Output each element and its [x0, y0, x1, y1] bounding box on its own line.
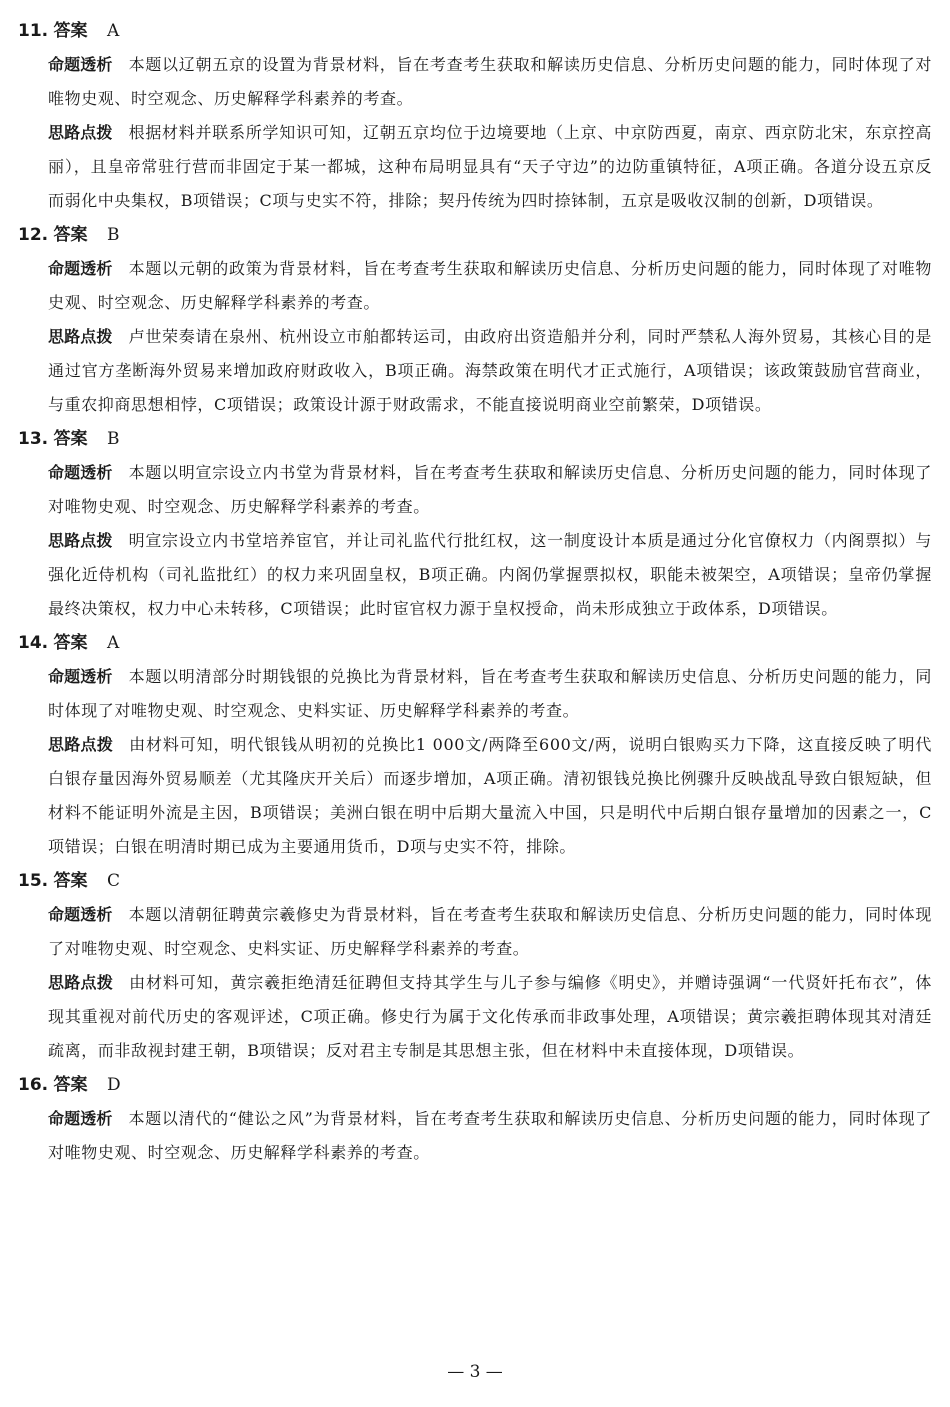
question-number: 12. [18, 225, 49, 245]
question-number: 11. [18, 21, 49, 41]
hint-label: 思路点拨 [48, 735, 114, 754]
answer-label: 答案 [53, 429, 88, 449]
analysis-paragraph [48, 252, 932, 320]
question-14 [18, 626, 932, 864]
hint-text: 由材料可知，明代银钱从明初的兑换比1 000文/两降至600文/两，说明白银购买力下降，这直接反映了明代白银存量因海外贸易顺差（尤其隆庆开关后）而逐步增加，A项正确。清初银钱兑换比例骤升反映战乱导致白银短缺，但材料不能证明外流是主因，B项错误；美洲白银在明中后期大量流入中国，只是明代中后期白银存量增加的因素之一，C项错误；白银在明清时期已成为主要通用货币，D项与史实不符，排除。 [48, 735, 932, 856]
page-number: — 3 — [447, 1362, 503, 1382]
question-header [18, 218, 932, 252]
analysis-label: 命题透析 [48, 463, 113, 482]
hint-label: 思路点拨 [48, 123, 113, 142]
hint-paragraph [48, 966, 932, 1068]
analysis-text: 本题以明宣宗设立内书堂为背景材料，旨在考查考生获取和解读历史信息、分析历史问题的能力，同时体现了对唯物史观、时空观念、历史解释学科素养的考查。 [48, 463, 932, 516]
hint-text: 卢世荣奏请在泉州、杭州设立市舶都转运司，由政府出资造船并分利，同时严禁私人海外贸易，其核心目的是通过官方垄断海外贸易来增加政府财政收入，B项正确。海禁政策在明代才正式施行，A项错误；该政策鼓励官营商业，与重农抑商思想相悖，C项错误；政策设计源于财政需求，不能直接说明商业空前繁荣，D项错误。 [48, 327, 932, 414]
answer-value: B [106, 225, 120, 245]
analysis-label: 命题透析 [48, 905, 113, 924]
hint-text: 明宣宗设立内书堂培养宦官，并让司礼监代行批红权，这一制度设计本质是通过分化官僚权力（内阁票拟）与强化近侍机构（司礼监批红）的权力来巩固皇权，B项正确。内阁仍掌握票拟权，职能未被架空，A项错误；皇帝仍掌握最终决策权，权力中心未转移，C项错误；此时宦官权力源于皇权授命，尚未形成独立于政体系，D项错误。 [48, 531, 932, 618]
hint-label: 思路点拨 [48, 973, 114, 992]
answer-key-content [18, 14, 932, 1170]
hint-text: 由材料可知，黄宗羲拒绝清廷征聘但支持其学生与儿子参与编修《明史》，并赠诗强调“一代贤奸托布衣”，体现其重视对前代历史的客观评述，C项正确。修史行为属于文化传承而非政事处理，A项错误；黄宗羲拒聘体现其对清廷疏离，而非敌视封建王朝，B项错误；反对君主专制是其思想主张，但在材料中未直接体现，D项错误。 [48, 973, 932, 1060]
question-header [18, 626, 932, 660]
question-header [18, 864, 932, 898]
answer-value: A [106, 633, 120, 653]
hint-label: 思路点拨 [48, 531, 113, 550]
question-header [18, 1068, 932, 1102]
answer-value: A [106, 21, 120, 41]
question-header [18, 14, 932, 48]
answer-value: D [106, 1075, 121, 1095]
question-15 [18, 864, 932, 1068]
question-header [18, 422, 932, 456]
answer-label: 答案 [53, 225, 88, 245]
analysis-paragraph [48, 1102, 932, 1170]
analysis-text: 本题以元朝的政策为背景材料，旨在考查考生获取和解读历史信息、分析历史问题的能力，同时体现了对唯物史观、时空观念、历史解释学科素养的考查。 [48, 259, 932, 312]
analysis-text: 本题以辽朝五京的设置为背景材料，旨在考查考生获取和解读历史信息、分析历史问题的能力，同时体现了对唯物史观、时空观念、历史解释学科素养的考查。 [48, 55, 932, 108]
analysis-paragraph [48, 898, 932, 966]
analysis-text: 本题以明清部分时期钱银的兑换比为背景材料，旨在考查考生获取和解读历史信息、分析历史问题的能力，同时体现了对唯物史观、时空观念、史料实证、历史解释学科素养的考查。 [48, 667, 932, 720]
question-number: 13. [18, 429, 49, 449]
hint-paragraph [48, 524, 932, 626]
analysis-label: 命题透析 [48, 1109, 113, 1128]
hint-paragraph [48, 116, 932, 218]
question-number: 16. [18, 1075, 49, 1095]
analysis-paragraph [48, 48, 932, 116]
answer-value: C [106, 871, 120, 891]
analysis-label: 命题透析 [48, 259, 113, 278]
question-11 [18, 14, 932, 218]
answer-label: 答案 [53, 1075, 88, 1095]
question-16 [18, 1068, 932, 1170]
answer-label: 答案 [53, 871, 88, 891]
question-13 [18, 422, 932, 626]
analysis-text: 本题以清朝征聘黄宗羲修史为背景材料，旨在考查考生获取和解读历史信息、分析历史问题的能力，同时体现了对唯物史观、时空观念、史料实证、历史解释学科素养的考查。 [48, 905, 932, 958]
question-12 [18, 218, 932, 422]
question-number: 15. [18, 871, 49, 891]
answer-label: 答案 [53, 21, 88, 41]
analysis-paragraph [48, 660, 932, 728]
analysis-label: 命题透析 [48, 667, 113, 686]
hint-text: 根据材料并联系所学知识可知，辽朝五京均位于边境要地（上京、中京防西夏，南京、西京防北宋，东京控高丽），且皇帝常驻行营而非固定于某一都城，这种布局明显具有“天子守边”的边防重镇特征，A项正确。各道分设五京反而弱化中央集权，B项错误；C项与史实不符，排除；契丹传统为四时捺钵制，五京是吸收汉制的创新，D项错误。 [48, 123, 932, 210]
answer-label: 答案 [53, 633, 88, 653]
hint-paragraph [48, 728, 932, 864]
analysis-text: 本题以清代的“健讼之风”为背景材料，旨在考查考生获取和解读历史信息、分析历史问题的能力，同时体现了对唯物史观、时空观念、历史解释学科素养的考查。 [48, 1109, 932, 1162]
hint-label: 思路点拨 [48, 327, 113, 346]
answer-value: B [106, 429, 120, 449]
question-number: 14. [18, 633, 49, 653]
hint-paragraph [48, 320, 932, 422]
analysis-label: 命题透析 [48, 55, 113, 74]
analysis-paragraph [48, 456, 932, 524]
